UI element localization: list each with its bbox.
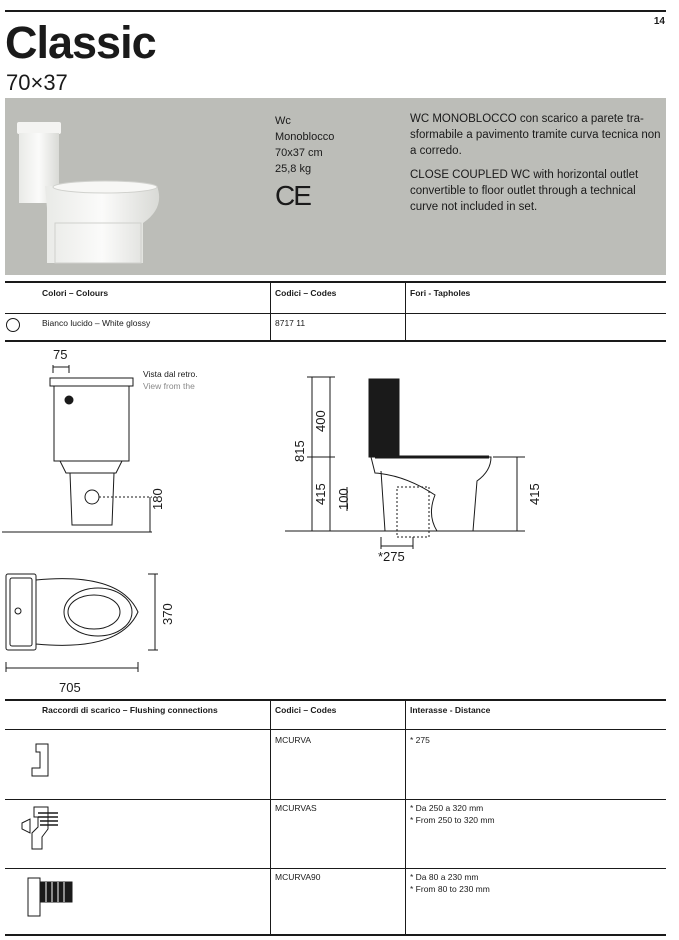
back-height-dim: 180 bbox=[150, 488, 165, 510]
connection-distance-3b: * From 80 to 230 mm bbox=[410, 884, 490, 894]
side-bowl-dim: 415 bbox=[313, 483, 328, 505]
curve-fitting-icon bbox=[22, 740, 62, 786]
top-depth-dim: 370 bbox=[160, 603, 175, 625]
connections-table-top-rule bbox=[5, 699, 666, 701]
connections-header-code: Codici – Codes bbox=[275, 705, 337, 715]
page-number: 14 bbox=[653, 16, 665, 27]
spec-model: Monoblocco bbox=[275, 131, 335, 143]
connections-header-rule bbox=[5, 729, 666, 730]
page-subtitle: 70×37 bbox=[6, 70, 68, 95]
connection-distance-2b: * From 250 to 320 mm bbox=[410, 815, 495, 825]
connections-row-rule bbox=[5, 799, 666, 800]
colors-header-code: Codici – Codes bbox=[275, 288, 337, 298]
description-it: WC MONOBLOCCO con scarico a parete tra-sformabile a pavimento tramite curva tecnica non a corredo. bbox=[410, 113, 661, 157]
colors-table-top-rule bbox=[5, 281, 666, 283]
colors-header-tapholes: Fori - Tapholes bbox=[410, 288, 471, 298]
color-swatch-white bbox=[6, 318, 20, 332]
top-rule bbox=[5, 10, 666, 12]
colors-header-color: Colori – Colours bbox=[42, 288, 109, 298]
connections-header-distance: Interasse - Distance bbox=[410, 705, 491, 715]
ce-mark: CE bbox=[275, 180, 310, 211]
side-offset-dim: *275 bbox=[378, 549, 405, 564]
toilet-photo bbox=[5, 98, 275, 275]
color-name: Bianco lucido – White glossy bbox=[42, 318, 151, 328]
connection-distance-2a: * Da 250 a 320 mm bbox=[410, 803, 484, 813]
colors-col-divider bbox=[405, 283, 406, 340]
connection-distance-3a: * Da 80 a 230 mm bbox=[410, 872, 479, 882]
connections-table-bottom-rule bbox=[5, 934, 666, 936]
page-title: Classic bbox=[5, 17, 156, 68]
adjustable-curve-icon bbox=[18, 803, 64, 853]
top-view-drawing bbox=[0, 568, 170, 678]
product-specs bbox=[275, 113, 334, 213]
connection-code-1: MCURVA bbox=[275, 735, 312, 745]
connections-col-divider bbox=[270, 701, 271, 935]
side-outlet-dim: 100 bbox=[336, 488, 351, 510]
top-length-dim: 705 bbox=[59, 680, 81, 695]
color-code: 8717 11 bbox=[275, 318, 306, 328]
colors-table-bottom-rule bbox=[5, 340, 666, 342]
ninety-degree-curve-icon bbox=[18, 872, 76, 922]
connections-col-divider bbox=[405, 701, 406, 935]
spec-weight: 25,8 kg bbox=[275, 163, 312, 175]
product-description bbox=[410, 111, 666, 223]
back-top-dim: 75 bbox=[53, 347, 68, 362]
connection-code-2: MCURVAS bbox=[275, 803, 317, 813]
side-total-dim: 815 bbox=[292, 440, 307, 462]
side-right-dim: 415 bbox=[527, 483, 542, 505]
spec-size: 70x37 cm bbox=[275, 147, 323, 159]
spec-type: Wc bbox=[275, 115, 291, 127]
description-en: CLOSE COUPLED WC with horizontal outlet convertible to floor outlet through a technical curve not included in set. bbox=[410, 169, 639, 213]
connections-header-name: Raccordi di scarico – Flushing connections bbox=[42, 705, 218, 715]
connection-distance-1: * 275 bbox=[410, 735, 430, 745]
side-tank-dim: 400 bbox=[313, 410, 328, 432]
colors-col-divider bbox=[270, 283, 271, 340]
side-view-drawing bbox=[285, 365, 555, 555]
back-view-note-it: Vista dal retro. bbox=[143, 369, 198, 379]
back-view-note-en: View from the bbox=[143, 381, 195, 391]
connections-row-rule bbox=[5, 868, 666, 869]
connection-code-3: MCURVA90 bbox=[275, 872, 321, 882]
colors-table-mid-rule bbox=[5, 313, 666, 314]
